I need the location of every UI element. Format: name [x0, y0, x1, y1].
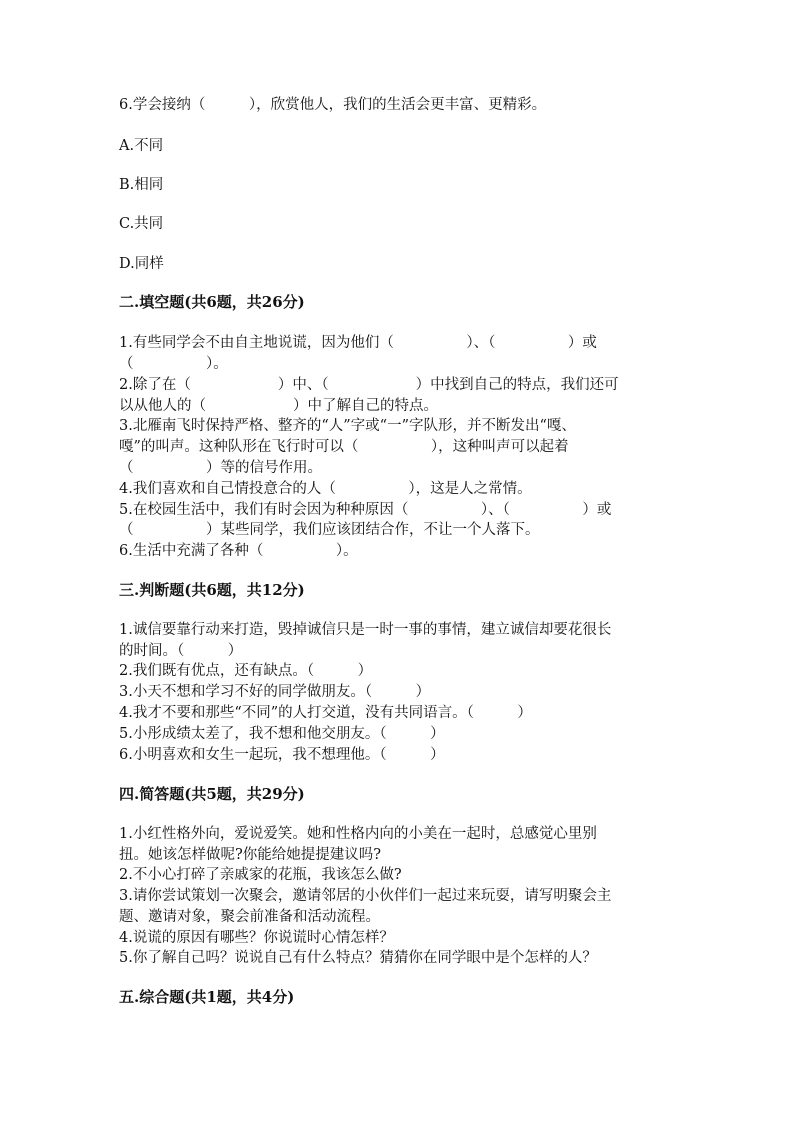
true-false-line: 4.我才不要和那些“不同”的人打交道，没有共同语言。（ ） [119, 705, 532, 721]
section-heading-true-false: 三.判断题(共6题，共12分) [119, 581, 305, 599]
true-false-line: 1.诚信要靠行动来打造，毁掉诚信只是一时一事的事情，建立诚信却要花很长 [119, 622, 612, 638]
true-false-line: 的时间。（ ） [119, 643, 243, 659]
short-answer-line: 2.不小心打碎了亲戚家的花瓶，我该怎么做? [119, 867, 402, 883]
section-heading-short-answer: 四.简答题(共5题，共29分) [119, 785, 305, 803]
option-a: A.不同 [119, 138, 164, 154]
short-answer-line: 题、邀请对象，聚会前准备和活动流程。 [119, 909, 380, 925]
question-6-mc: 6.学会接纳（ ），欣赏他人，我们的生活会更丰富、更精彩。 [119, 97, 547, 113]
fill-blank-line: 5.在校园生活中，我们有时会因为种种原因（ ）、（ ）或 [119, 502, 612, 518]
short-answer-line: 扭。她该怎样做呢?你能给她提提建议吗? [119, 847, 382, 863]
true-false-line: 6.小明喜欢和女生一起玩，我不想理他。（ ） [119, 747, 445, 763]
fill-blank-line: （ ）某些同学，我们应该团结合作，不让一个人落下。 [119, 522, 540, 538]
fill-blank-line: 6.生活中充满了各种（ ）。 [119, 543, 358, 559]
option-b: B.相同 [119, 177, 164, 193]
fill-blank-line: 嘎”的叫声。这种队形在飞行时可以（ ），这种叫声可以起着 [119, 439, 569, 455]
fill-blank-line: 4.我们喜欢和自己情投意合的人（ ），这是人之常情。 [119, 481, 532, 497]
fill-blank-line: （ ）等的信号作用。 [119, 460, 322, 476]
fill-blank-line: 以从他人的（ ）中了解自己的特点。 [119, 398, 438, 414]
fill-blank-line: 3.北雁南飞时保持严格、整齐的“人”字或“一”字队形，并不断发出“嘎、 [119, 418, 576, 434]
short-answer-line: 3.请你尝试策划一次聚会，邀请邻居的小伙伴们一起过来玩耍，请写明聚会主 [119, 888, 612, 904]
true-false-line: 2.我们既有优点，还有缺点。（ ） [119, 663, 373, 679]
fill-blank-line: （ ）。 [119, 356, 228, 372]
section-heading-fill-blank: 二.填空题(共6题，共26分) [119, 293, 305, 311]
true-false-line: 5.小彤成绩太差了，我不想和他交朋友。（ ） [119, 726, 445, 742]
option-d: D.同样 [119, 256, 164, 272]
section-heading-comprehensive: 五.综合题(共1题，共4分) [119, 988, 295, 1006]
short-answer-line: 1.小红性格外向，爱说爱笑。她和性格内向的小美在一起时，总感觉心里别 [119, 826, 597, 842]
fill-blank-line: 2.除了在（ ）中、（ ）中找到自己的特点，我们还可 [119, 377, 619, 393]
short-answer-line: 5.你了解自己吗？说说自己有什么特点？猜猜你在同学眼中是个怎样的人？ [119, 950, 597, 966]
short-answer-line: 4.说谎的原因有哪些？你说谎时心情怎样？ [119, 930, 394, 946]
fill-blank-line: 1.有些同学会不由自主地说谎，因为他们（ ）、（ ）或 [119, 335, 597, 351]
true-false-line: 3.小天不想和学习不好的同学做朋友。（ ） [119, 684, 431, 700]
option-c: C.共同 [119, 216, 164, 232]
